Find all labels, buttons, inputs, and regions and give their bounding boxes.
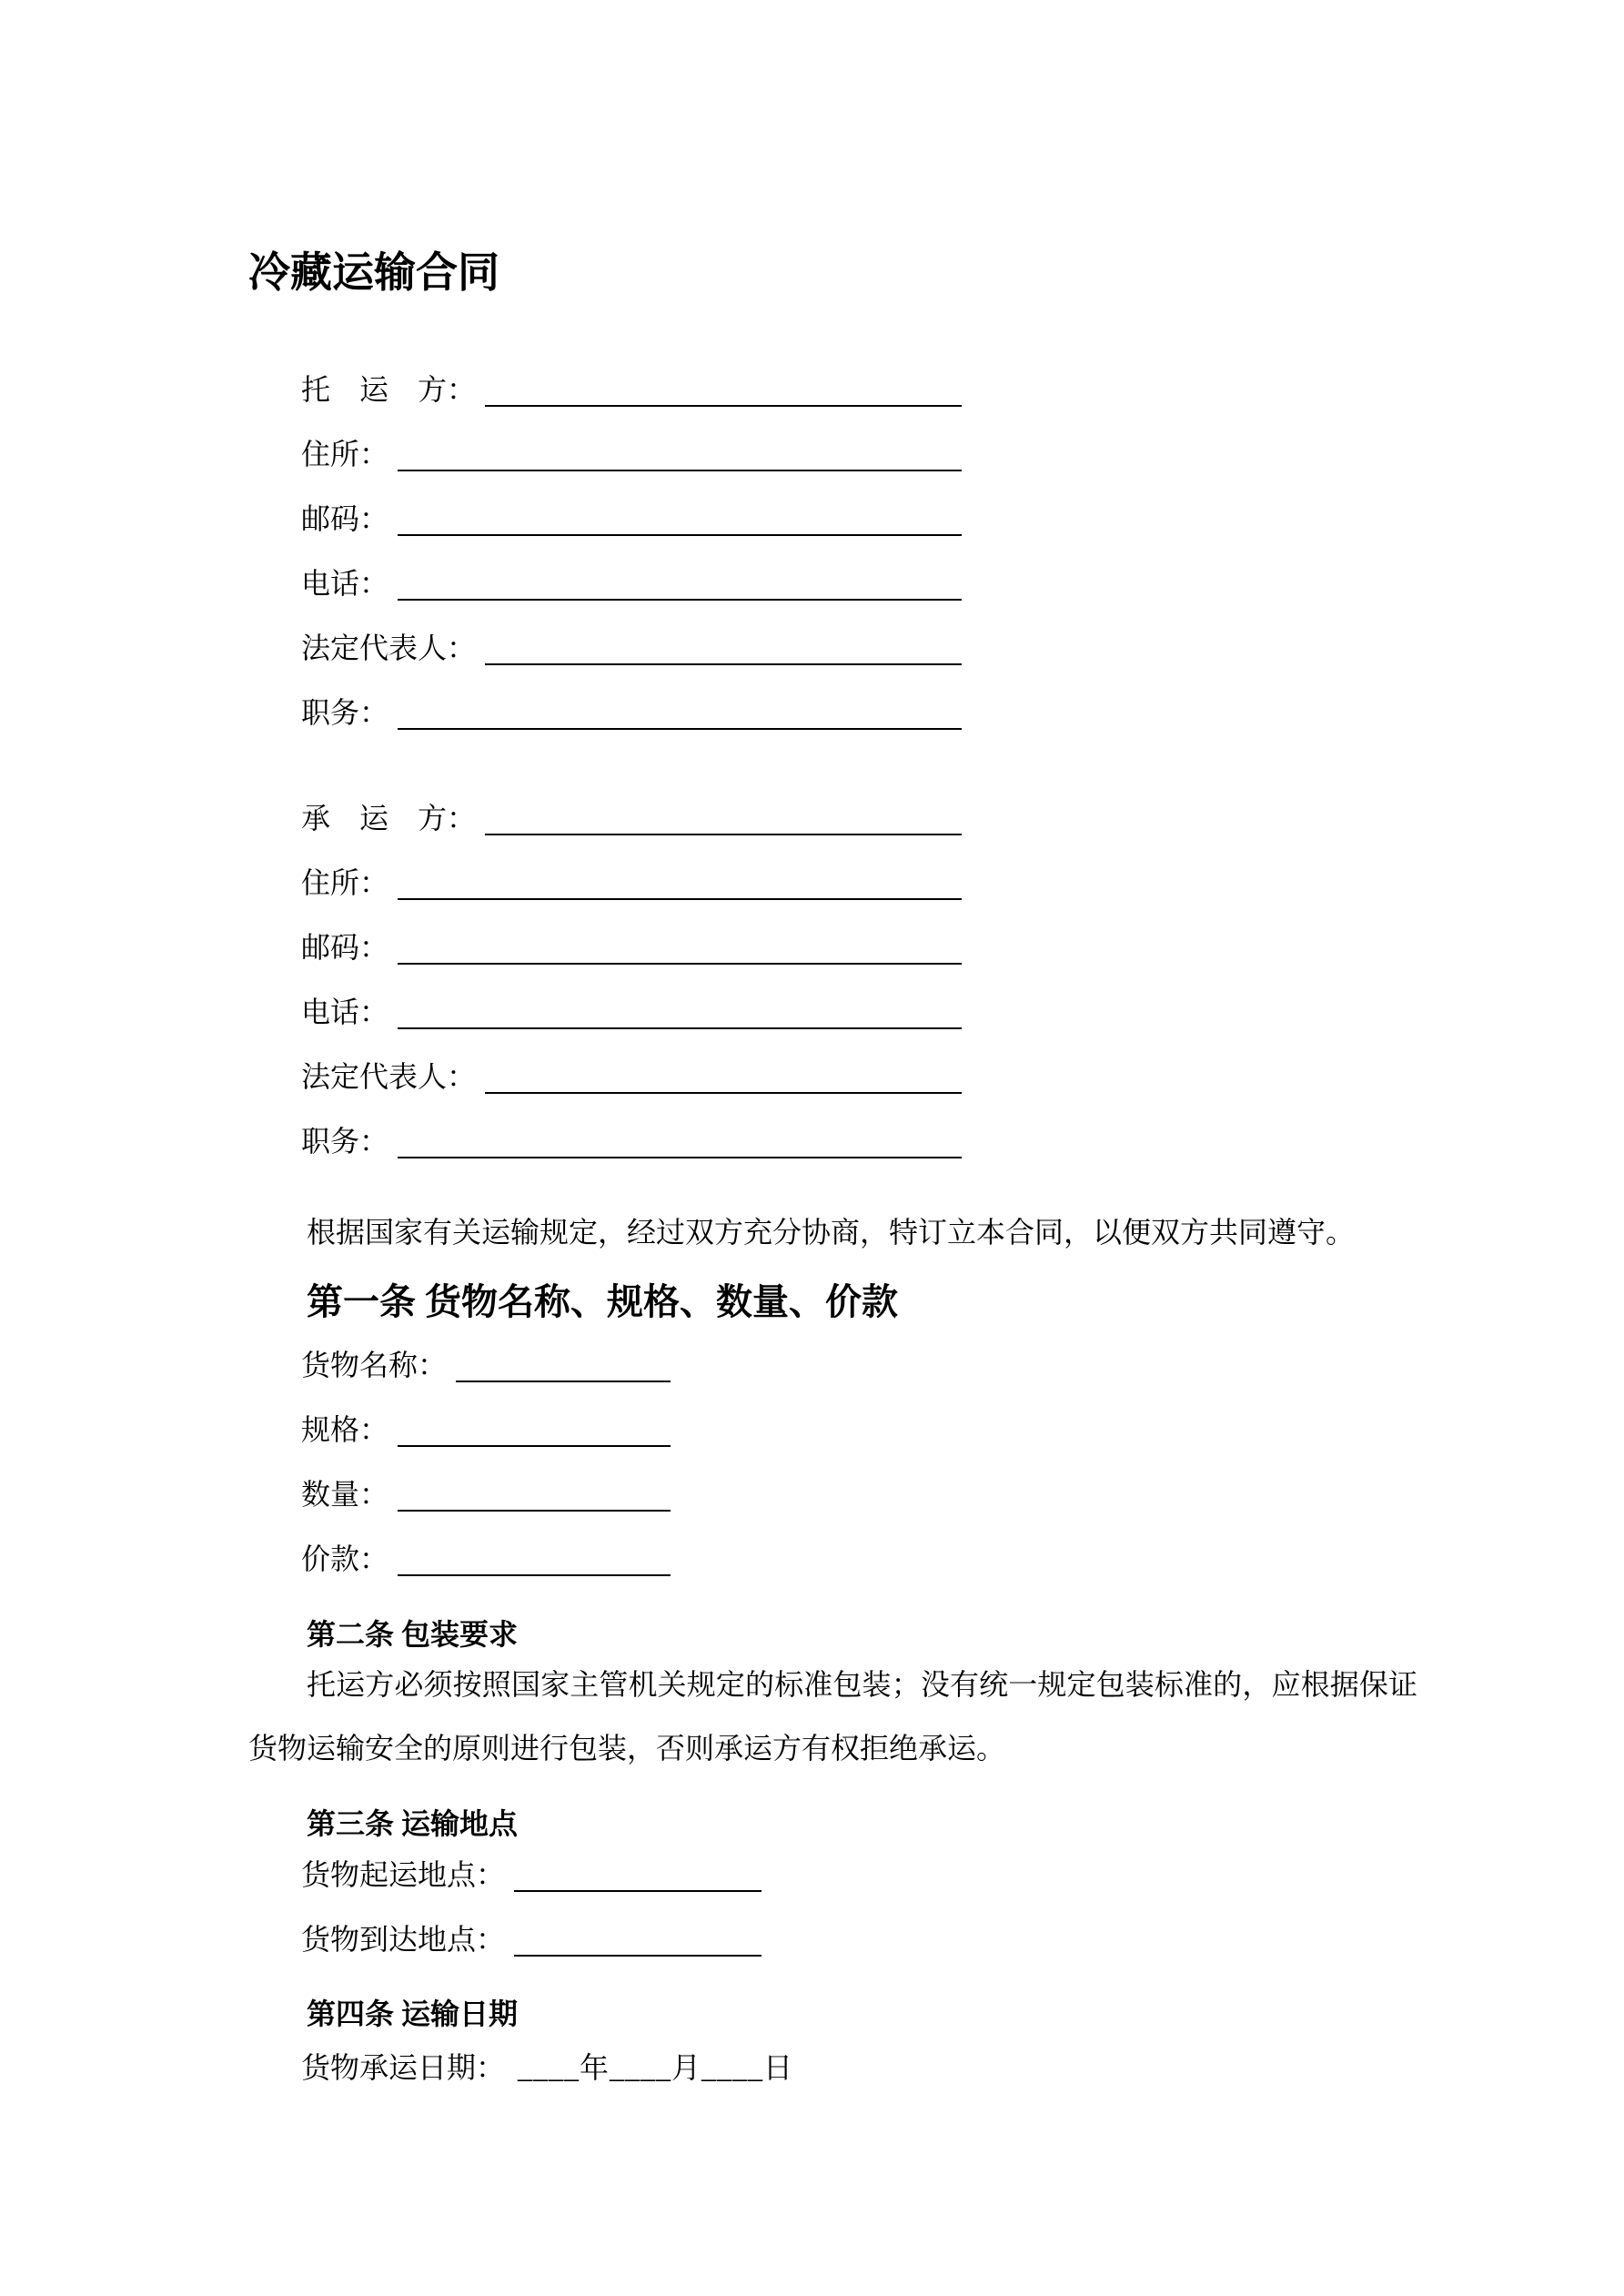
form-field-row-position [301, 665, 962, 730]
fill-in-blank-price[interactable] [398, 1569, 671, 1576]
field-label-position: 职务： [301, 1125, 389, 1158]
field-label-legal-rep: 法定代表人： [301, 1060, 477, 1094]
form-field-row-phone [301, 536, 962, 601]
fill-in-blank-carrier[interactable] [485, 828, 962, 835]
section-2-paragraph: 托运方必须按照国家主管机关规定的标准包装；没有统一规定包装标准的，应根据保证货物运输安全的原则进行包装，否则承运方有权拒绝承运。 [248, 1668, 1417, 1765]
section-1-fields [248, 1318, 1417, 1576]
section-3-heading: 第三条 运输地点 [307, 1807, 519, 1840]
field-label-spec: 规格： [301, 1413, 389, 1447]
form-field-row-price [301, 1512, 671, 1576]
field-label-origin: 货物起运地点： [301, 1858, 506, 1892]
fill-in-blank-origin[interactable] [514, 1885, 762, 1892]
fill-in-blank-position[interactable] [398, 723, 962, 730]
form-field-row-address [301, 407, 962, 471]
field-label-address: 住所： [301, 438, 389, 471]
form-field-row-destination [301, 1892, 762, 1957]
field-label-quantity: 数量： [301, 1478, 389, 1512]
section-2-heading: 第二条 包装要求 [307, 1618, 519, 1651]
form-field-row-position [301, 1094, 962, 1158]
form-field-row-legal-rep [301, 1029, 962, 1094]
field-label-postcode: 邮码： [301, 502, 389, 536]
form-field-row-postcode [301, 900, 962, 965]
section-3-fields [248, 1827, 1417, 1957]
preamble-paragraph: 根据国家有关运输规定，经过双方充分协商，特订立本合同，以便双方共同遵守。 [307, 1216, 1356, 1249]
field-label-price: 价款： [301, 1542, 389, 1576]
field-label-destination: 货物到达地点： [301, 1923, 506, 1957]
form-field-row-carrier [301, 771, 962, 835]
field-label-carrier: 承 运 方： [301, 802, 477, 835]
field-label-legal-rep: 法定代表人： [301, 632, 477, 665]
form-field-row-carriage-date [301, 2032, 1417, 2085]
field-label-address: 住所： [301, 866, 389, 900]
field-label-phone: 电话： [301, 996, 389, 1029]
fill-in-blank-goods-name[interactable] [456, 1375, 671, 1382]
fill-in-blank-address[interactable] [398, 464, 962, 471]
form-field-row-legal-rep [301, 601, 962, 665]
fill-in-blank-position[interactable] [398, 1151, 962, 1158]
section-4-heading: 第四条 运输日期 [307, 1998, 519, 2030]
field-label-postcode: 邮码： [301, 931, 389, 965]
form-field-row-address [301, 835, 962, 900]
fill-in-date-value[interactable]: ____年____月____日 [518, 2051, 794, 2085]
document-title: 冷藏运输合同 [248, 248, 499, 296]
section-1-heading: 第一条 货物名称、规格、数量、价款 [307, 1281, 898, 1322]
fill-in-blank-postcode[interactable] [398, 957, 962, 965]
fill-in-blank-quantity[interactable] [398, 1504, 671, 1512]
fill-in-blank-postcode[interactable] [398, 529, 962, 536]
party-a-block [248, 342, 1417, 730]
fill-in-blank-destination[interactable] [514, 1949, 762, 1957]
fill-in-blank-legal-rep[interactable] [485, 1087, 962, 1094]
field-label-carriage-date: 货物承运日期： [301, 2051, 506, 2085]
form-field-row-quantity [301, 1447, 671, 1512]
fill-in-blank-phone[interactable] [398, 593, 962, 601]
field-label-shipper: 托 运 方： [301, 373, 477, 407]
form-field-row-postcode [301, 471, 962, 536]
field-label-goods-name: 货物名称： [301, 1349, 448, 1382]
fill-in-blank-shipper[interactable] [485, 400, 962, 407]
field-label-phone: 电话： [301, 567, 389, 601]
fill-in-blank-legal-rep[interactable] [485, 658, 962, 665]
form-field-row-shipper [301, 342, 962, 407]
form-field-row-phone [301, 965, 962, 1029]
fill-in-blank-phone[interactable] [398, 1022, 962, 1029]
fill-in-blank-spec[interactable] [398, 1440, 671, 1447]
form-field-row-spec [301, 1382, 671, 1447]
field-label-position: 职务： [301, 696, 389, 730]
fill-in-blank-address[interactable] [398, 893, 962, 900]
form-field-row-goods-name [301, 1318, 671, 1382]
party-b-block [248, 771, 1417, 1158]
